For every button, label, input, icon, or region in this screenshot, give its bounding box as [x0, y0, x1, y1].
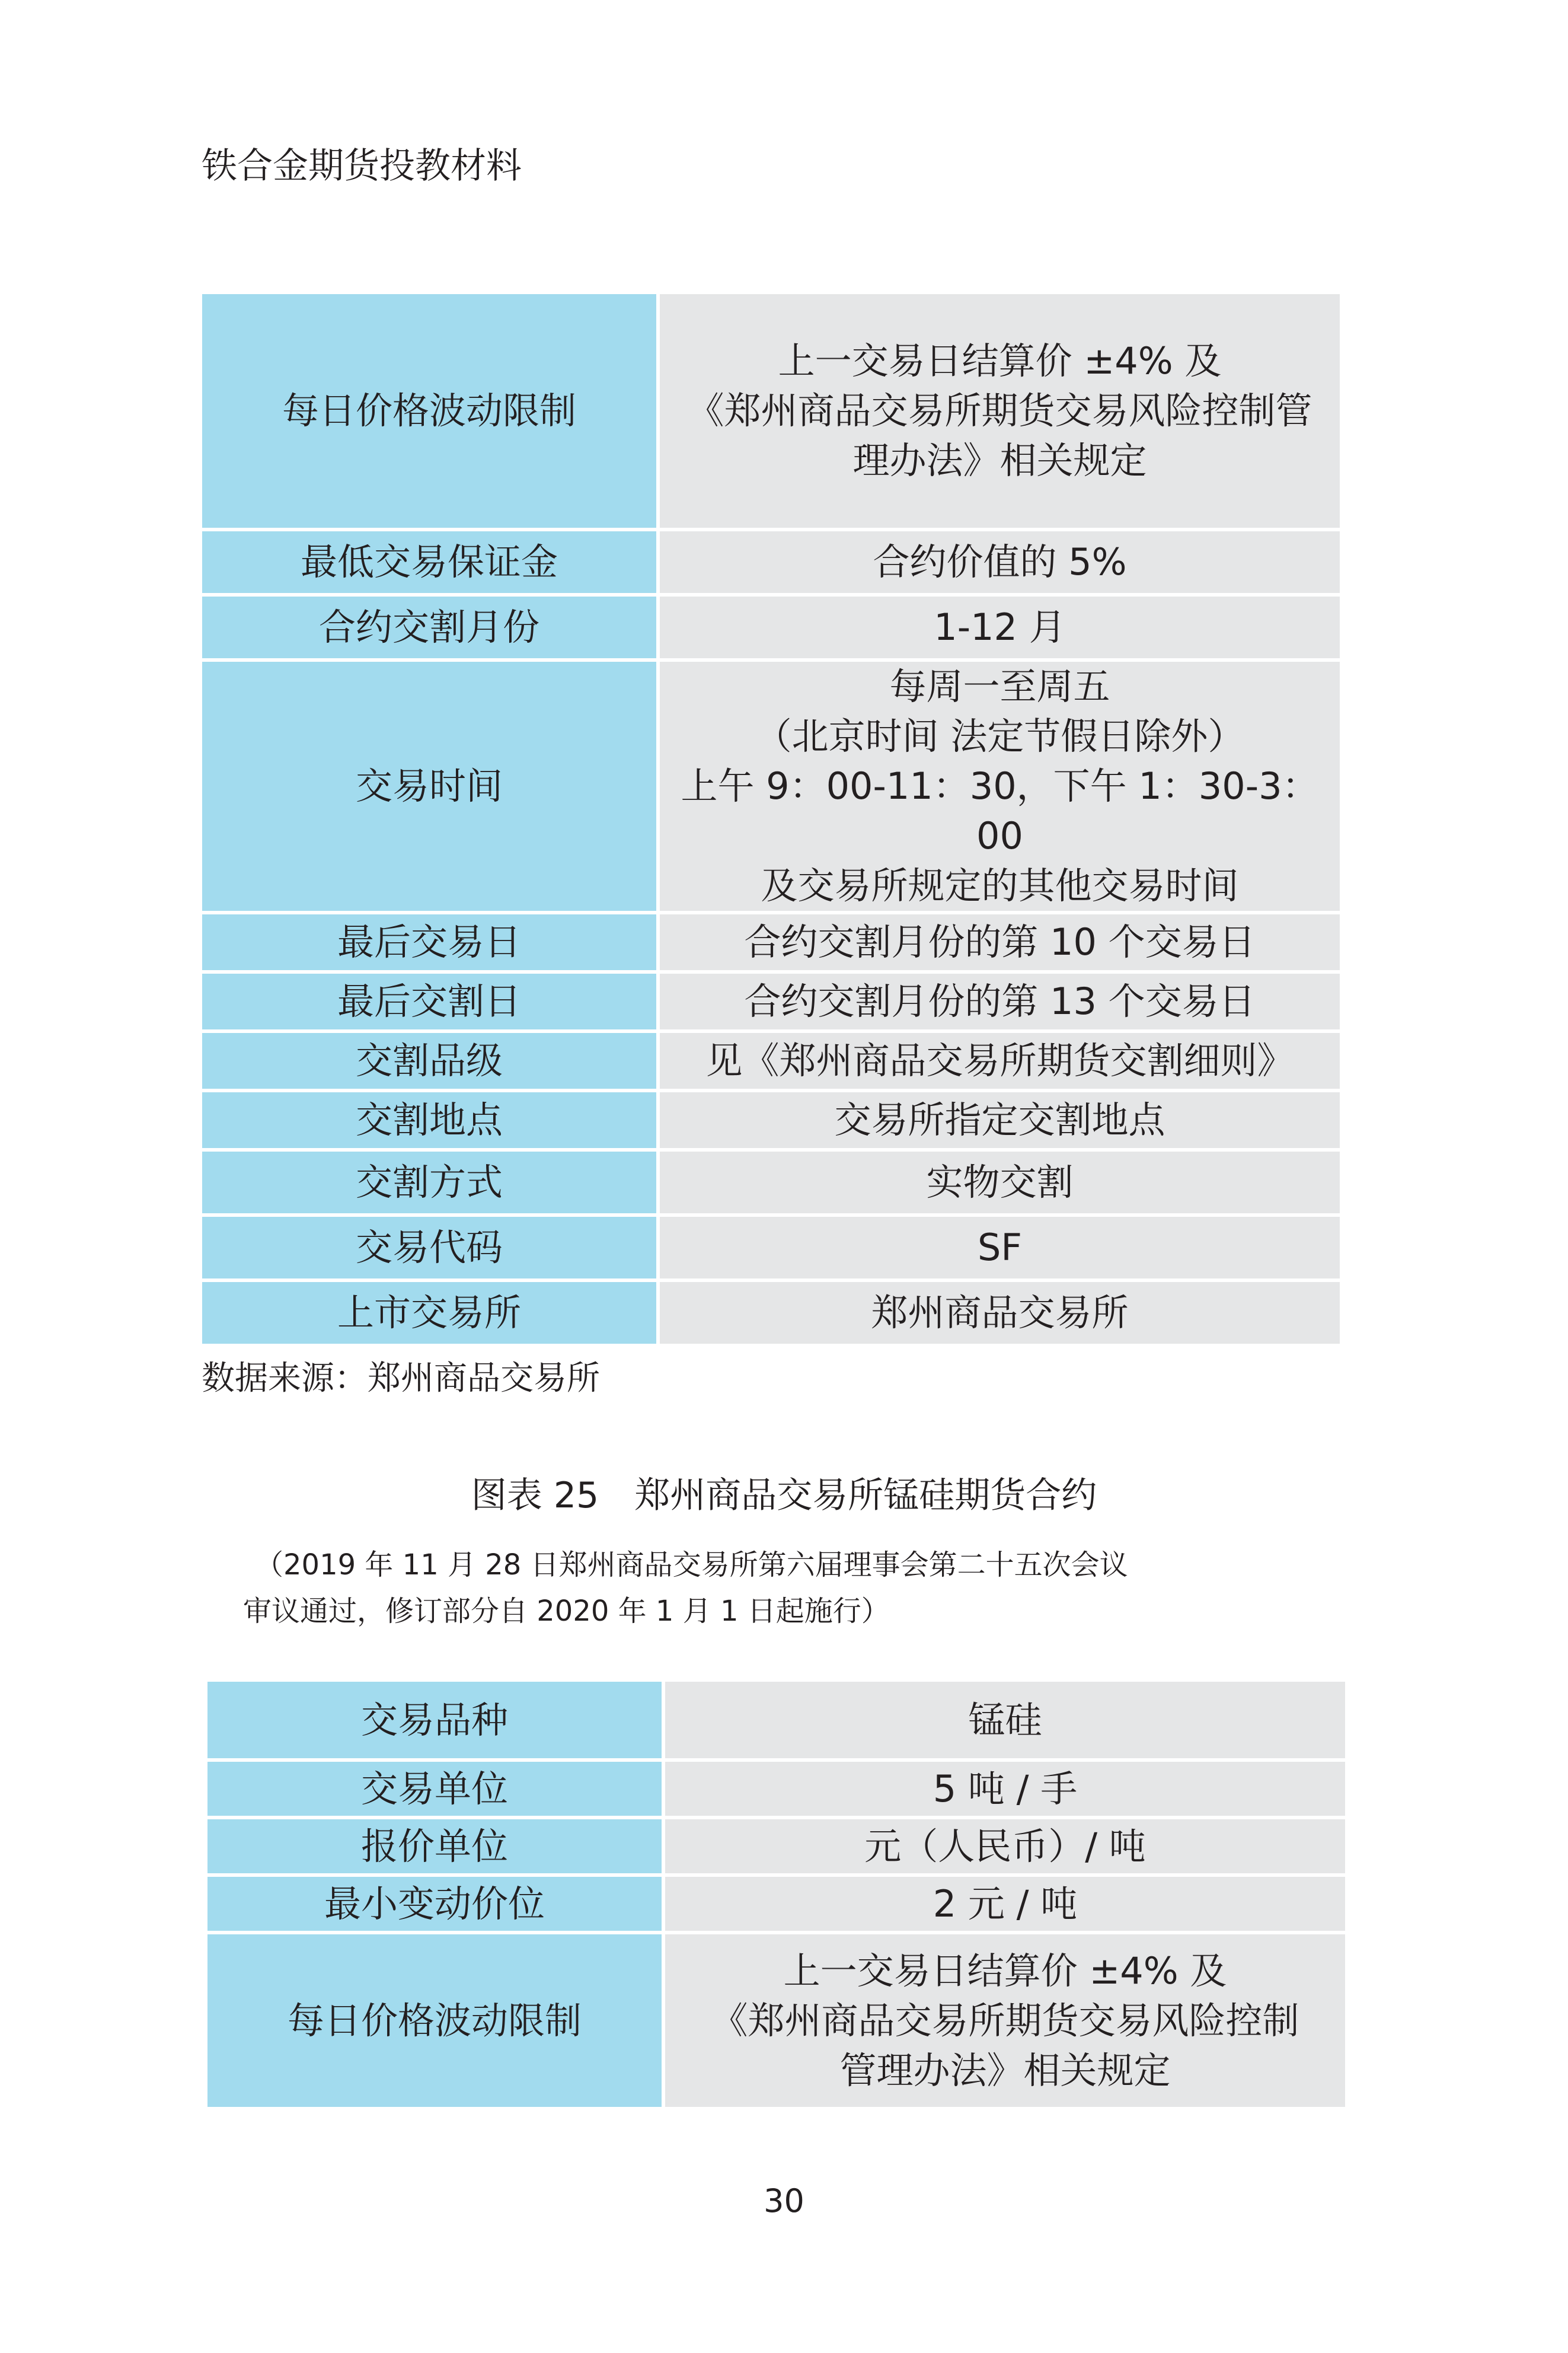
spec-value-cell: [663, 1875, 1347, 1933]
futures-spec-table-1: [199, 291, 1343, 1347]
table-row: [200, 972, 1342, 1031]
book-title: 铁合金期货投教材料: [202, 145, 522, 187]
table-row: [200, 530, 1342, 595]
table-row: [200, 913, 1342, 972]
spec-value-cell: [658, 530, 1342, 595]
spec-value-line: 及交易所规定的其他交易时间: [761, 864, 1239, 907]
spec-value-cell: [658, 913, 1342, 972]
table-row: [200, 1031, 1342, 1091]
spec-value-cell: [663, 1818, 1347, 1875]
spec-value-line: 上一交易日结算价 ±4% 及: [783, 1949, 1227, 1992]
table-row: [200, 595, 1342, 660]
table-row: [200, 1091, 1342, 1150]
spec-key-cell: 最小变动价位: [206, 1875, 663, 1933]
spec-value-cell: [658, 595, 1342, 660]
spec-value-line: 上一交易日结算价 ±4% 及: [778, 339, 1222, 382]
spec-value-cell: [658, 1091, 1342, 1150]
table-row: [200, 660, 1342, 913]
spec-value-line: 理办法》相关规定: [852, 439, 1147, 482]
spec-key-cell: 报价单位: [206, 1818, 663, 1875]
table-row: [206, 1680, 1347, 1760]
spec-key-cell: 交割地点: [200, 1091, 658, 1150]
spec-value-line: 《郑州商品交易所期货交易风险控制: [711, 1998, 1299, 2042]
table-2-body: [206, 1680, 1347, 2109]
spec-key-cell: 每日价格波动限制: [206, 1933, 663, 2109]
spec-value-line: 锰硅: [968, 1698, 1042, 1742]
table-1-body: [200, 292, 1342, 1346]
figure-caption: 图表 25 郑州商品交易所锰硅期货合约: [471, 1475, 1097, 1516]
spec-value-line: 见《郑州商品交易所期货交割细则》: [705, 1039, 1294, 1082]
spec-value-line: 合约交割月份的第 13 个交易日: [744, 980, 1256, 1023]
spec-key-cell: 交易代码: [200, 1215, 658, 1280]
spec-key-cell: 交易单位: [206, 1760, 663, 1818]
spec-value-line: （北京时间 法定节假日除外）: [755, 715, 1245, 758]
spec-value-line: 每周一至周五: [889, 665, 1110, 708]
table-row: [206, 1933, 1347, 2109]
spec-value-line: 合约价值的 5%: [873, 540, 1127, 584]
table-row: [206, 1875, 1347, 1933]
spec-value-line: 管理办法》相关规定: [839, 2048, 1171, 2092]
spec-value-line: 实物交割: [926, 1160, 1074, 1204]
spec-value-cell: [658, 1031, 1342, 1091]
spec-value-line: 1-12 月: [934, 605, 1066, 649]
spec-value-cell: [663, 1760, 1347, 1818]
table-row: [200, 1280, 1342, 1346]
spec-value-line: 元（人民币）/ 吨: [864, 1824, 1146, 1868]
spec-key-cell: 上市交易所: [200, 1280, 658, 1346]
spec-value-line: 交易所指定交割地点: [834, 1098, 1165, 1142]
page-number: 30: [764, 2182, 804, 2220]
spec-value-line: 合约交割月份的第 10 个交易日: [744, 920, 1256, 964]
spec-key-cell: 每日价格波动限制: [200, 292, 658, 530]
spec-value-cell: [658, 972, 1342, 1031]
spec-key-cell: 最后交易日: [200, 913, 658, 972]
spec-value-cell: [658, 660, 1342, 913]
spec-value-line: 5 吨 / 手: [933, 1767, 1078, 1810]
figure-note-line-1: （2019 年 11 月 28 日郑州商品交易所第六届理事会第二十五次会议: [255, 1548, 1128, 1582]
spec-value-line: 郑州商品交易所: [871, 1291, 1129, 1334]
figure-note-line-2: 审议通过，修订部分自 2020 年 1 月 1 日起施行）: [243, 1595, 890, 1628]
figure-note: [243, 1542, 1128, 1634]
spec-value-line: 《郑州商品交易所期货交易风险控制管: [687, 389, 1312, 432]
spec-key-cell: 最后交割日: [200, 972, 658, 1031]
data-source: 数据来源：郑州商品交易所: [202, 1359, 600, 1398]
spec-key-cell: 交割品级: [200, 1031, 658, 1091]
spec-key-cell: 交割方式: [200, 1150, 658, 1215]
table-row: [200, 1150, 1342, 1215]
spec-value-cell: [658, 1150, 1342, 1215]
spec-key-cell: 交易品种: [206, 1680, 663, 1760]
spec-key-cell: 交易时间: [200, 660, 658, 913]
spec-value-line: SF: [977, 1226, 1023, 1269]
spec-value-line: 2 元 / 吨: [933, 1882, 1078, 1925]
spec-value-cell: [663, 1933, 1347, 2109]
spec-key-cell: 最低交易保证金: [200, 530, 658, 595]
table-row: [206, 1818, 1347, 1875]
spec-value-cell: [658, 1215, 1342, 1280]
spec-key-cell: 合约交割月份: [200, 595, 658, 660]
spec-value-line: 上午 9：00-11：30，下午 1：30-3：00: [681, 764, 1319, 857]
table-row: [206, 1760, 1347, 1818]
table-row: [200, 292, 1342, 530]
spec-value-cell: [658, 292, 1342, 530]
table-row: [200, 1215, 1342, 1280]
spec-value-cell: [663, 1680, 1347, 1760]
futures-spec-table-2: [204, 1678, 1349, 2110]
spec-value-cell: [658, 1280, 1342, 1346]
